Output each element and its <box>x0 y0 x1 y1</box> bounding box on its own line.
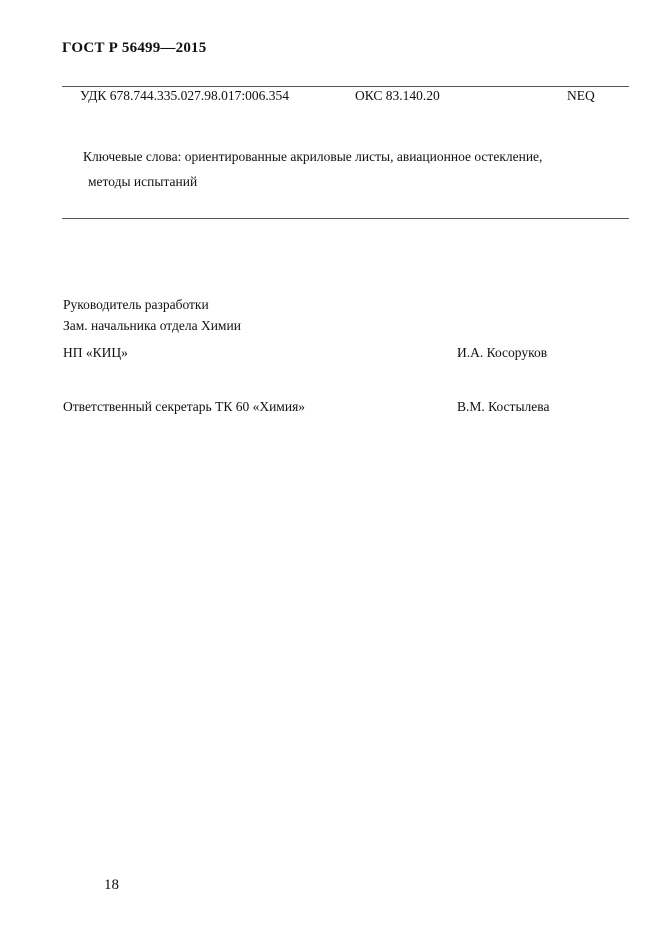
bottom-divider <box>62 218 629 219</box>
neq-mark: NEQ <box>567 88 595 103</box>
oks-code: ОКС 83.140.20 <box>355 88 440 103</box>
udc-code: УДК 678.744.335.027.98.017:006.354 <box>80 88 290 103</box>
document-header-title: ГОСТ Р 56499—2015 <box>62 40 207 56</box>
lead-developer-label: Руководитель разработки <box>63 297 209 312</box>
page-number: 18 <box>104 877 119 893</box>
organization-person-name: И.А. Косоруков <box>457 345 548 360</box>
keywords-line-2: методы испытаний <box>88 174 198 189</box>
secretary-person-name: В.М. Костылева <box>457 399 550 414</box>
organization-label: НП «КИЦ» <box>63 345 128 360</box>
keywords-block <box>83 144 628 194</box>
top-divider <box>62 86 629 87</box>
secretary-label: Ответственный секретарь ТК 60 «Химия» <box>63 399 306 414</box>
deputy-head-label: Зам. начальника отдела Химии <box>63 318 241 333</box>
keywords-line-1: Ключевые слова: ориентированные акриловые листы, авиационное остекление, <box>83 149 543 164</box>
